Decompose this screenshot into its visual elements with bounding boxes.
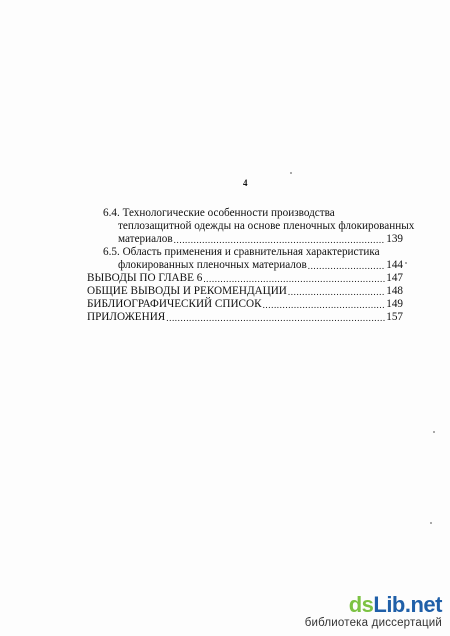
toc-item-6-4-line1: 6.4. Технологические особенности производства [103,207,335,219]
toc-entry-bibliography [87,298,403,311]
logo-part-lib: Lib [373,592,405,617]
dot-leader [263,300,386,311]
toc-label: БИБЛИОГРАФИЧЕСКИЙ СПИСОК [87,298,262,310]
dot-leader [174,235,386,246]
toc-page-number: 148 [386,285,403,297]
toc-label: ОБЩИЕ ВЫВОДЫ И РЕКОМЕНДАЦИИ [87,285,287,297]
logo-part-net: .net [404,592,442,617]
scan-speck [433,431,435,433]
logo-part-ds: ds [348,592,374,617]
scan-speck [430,522,432,524]
toc-page-number: 144 [386,259,403,271]
toc-entry-6-5 [118,259,403,272]
dot-leader [166,313,385,324]
toc-page-number: 149 [386,298,403,310]
toc-item-6-4-line2: теплозащитной одежды на основе пленочных флокированных [118,220,415,232]
toc-label: ВЫВОДЫ ПО ГЛАВЕ 6 [87,272,203,284]
toc-item-6-4-line3: материалов [118,233,173,245]
toc-entry-6-4 [118,233,403,246]
scan-speck [290,172,292,174]
dslib-subtitle: библиотека диссертаций [304,617,442,629]
toc-label: ПРИЛОЖЕНИЯ [87,311,166,323]
toc-page-number: 147 [386,272,403,284]
toc-entry-appendices [87,311,403,324]
toc-page-number: 157 [386,311,403,323]
toc-entry-general-conclusions [87,285,403,298]
toc-item-6-5-line1: 6.5. Область применения и сравнительная характеристика [103,246,380,258]
toc-entry-conclusions-ch6 [87,272,403,285]
dslib-watermark-link[interactable] [305,594,442,630]
dot-leader [308,261,385,272]
toc-item-6-5-line2: флокированных пленочных материалов [118,259,307,271]
page-number: 4 [243,178,248,188]
dot-leader [203,274,385,285]
toc-page-number: 139 [386,233,403,245]
dslib-logo [305,594,442,616]
scan-speck [405,262,407,264]
dot-leader [288,287,385,298]
